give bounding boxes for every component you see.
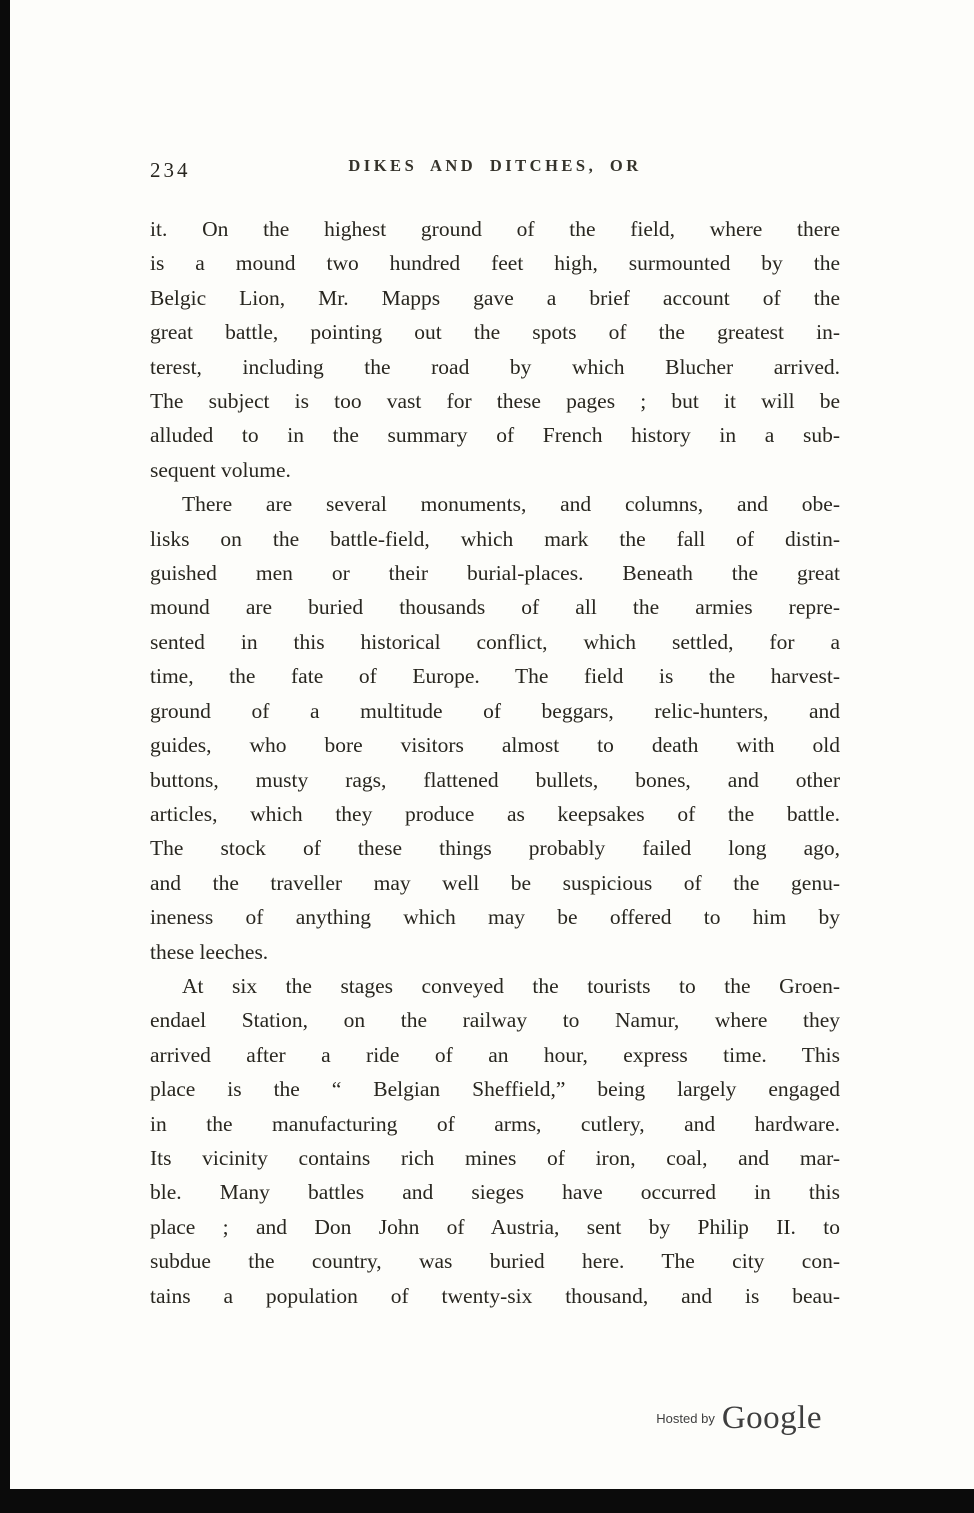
text-line: it. On the highest ground of the field, where there bbox=[150, 217, 840, 241]
text-line: At six the stages conveyed the tourists to the Groen- bbox=[182, 973, 840, 998]
text-line: articles, which they produce as keepsakes of the battle. bbox=[150, 801, 840, 826]
page-number: 234 bbox=[150, 158, 191, 182]
text-line: subdue the country, was buried here. The city con- bbox=[150, 1249, 840, 1274]
text-line: Its vicinity contains rich mines of iron, coal, and mar- bbox=[150, 1145, 840, 1170]
text-line: alluded to in the summary of French history in a sub- bbox=[150, 423, 840, 448]
text-line: time, the fate of Europe. The field is the harvest- bbox=[150, 664, 840, 689]
paragraph bbox=[150, 212, 840, 487]
text-line: these leeches. bbox=[150, 939, 269, 964]
text-line: sented in this historical conflict, which settled, for a bbox=[150, 629, 840, 654]
paragraph bbox=[150, 969, 840, 1313]
text-line: endael Station, on the railway to Namur, where they bbox=[150, 1008, 840, 1033]
text-line: great battle, pointing out the spots of the greatest in- bbox=[150, 320, 840, 345]
text-line: ble. Many battles and sieges have occurred in this bbox=[150, 1180, 840, 1205]
running-header: DIKES AND DITCHES, OR bbox=[348, 156, 642, 175]
text-line: place ; and Don John of Austria, sent by Philip II. to bbox=[150, 1214, 840, 1239]
text-line: The stock of these things probably failed long ago, bbox=[150, 836, 840, 861]
page-header bbox=[150, 156, 840, 186]
text-line: Belgic Lion, Mr. Mapps gave a brief account of the bbox=[150, 285, 840, 310]
watermark bbox=[656, 1400, 822, 1437]
scan-edge-bottom bbox=[0, 1489, 974, 1513]
google-logo: Google bbox=[721, 1400, 822, 1436]
text-line: guished men or their burial-places. Beneath the great bbox=[150, 561, 840, 586]
text-line: buttons, musty rags, flattened bullets, bones, and other bbox=[150, 767, 840, 792]
text-line: tains a population of twenty-six thousand, and is beau- bbox=[150, 1283, 840, 1308]
text-line: ineness of anything which may be offered to him by bbox=[150, 905, 840, 930]
text-line: arrived after a ride of an hour, express time. This bbox=[150, 1042, 840, 1067]
text-line: in the manufacturing of arms, cutlery, and hardware. bbox=[150, 1111, 840, 1136]
text-line: guides, who bore visitors almost to death with old bbox=[150, 733, 840, 758]
hosted-by-label: Hosted by bbox=[656, 1411, 715, 1426]
text-line: and the traveller may well be suspicious of the genu- bbox=[150, 870, 840, 895]
text-line: terest, including the road by which Blucher arrived. bbox=[150, 354, 840, 379]
text-line: lisks on the battle-field, which mark the fall of distin- bbox=[150, 526, 840, 551]
text-line: ground of a multitude of beggars, relic-hunters, and bbox=[150, 698, 840, 723]
paragraph bbox=[150, 487, 840, 969]
text-line: There are several monuments, and columns, and obe- bbox=[182, 492, 840, 517]
text-line: sequent volume. bbox=[150, 457, 291, 482]
scan-edge-left bbox=[0, 0, 10, 1513]
text-line: The subject is too vast for these pages ; but it will be bbox=[150, 389, 840, 414]
text-line: place is the “ Belgian Sheffield,” being largely engaged bbox=[150, 1077, 840, 1102]
text-line: mound are buried thousands of all the armies repre- bbox=[150, 595, 840, 620]
text-line: is a mound two hundred feet high, surmounted by the bbox=[150, 251, 840, 276]
page-text bbox=[150, 212, 840, 1313]
